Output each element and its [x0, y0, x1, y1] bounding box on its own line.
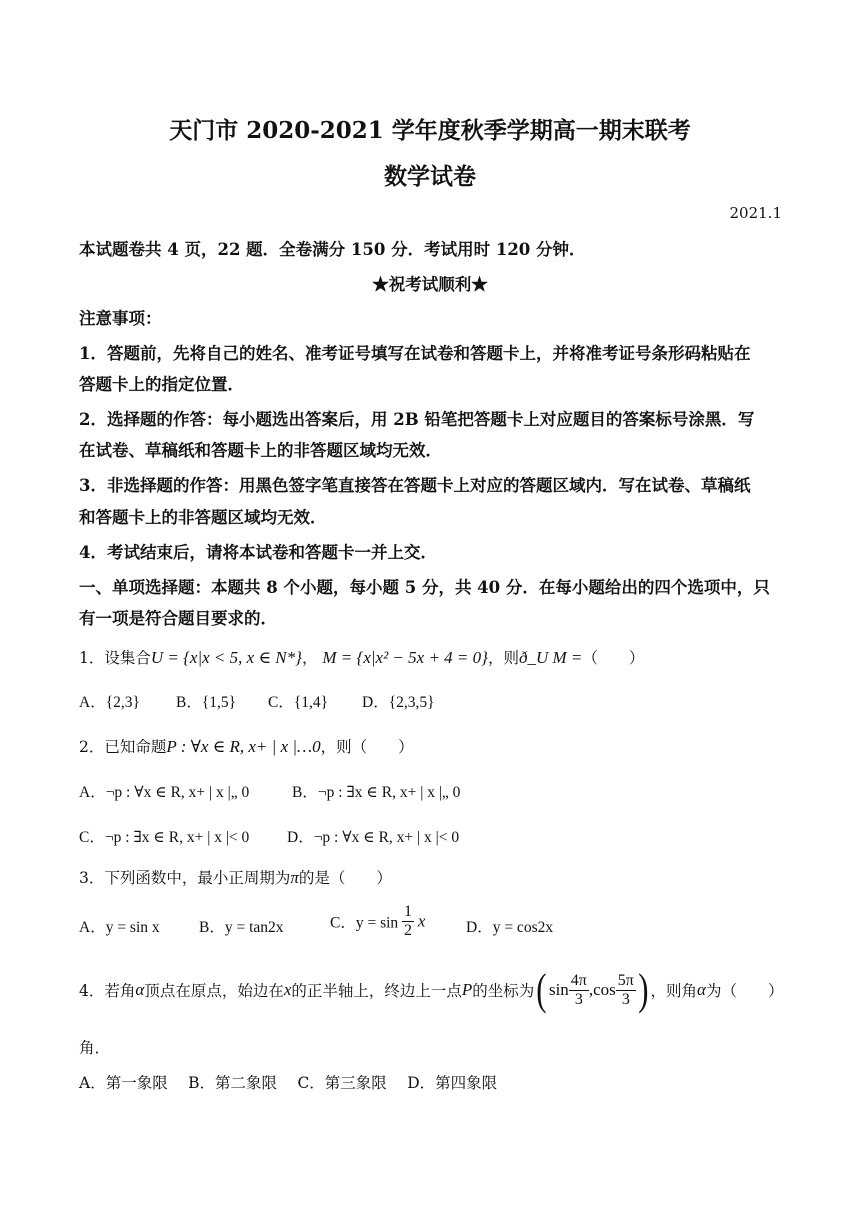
notice-2-line-2: 在试卷、草稿纸和答题卡上的非答题区域均无效．: [79, 441, 442, 460]
blessing: ★祝考试顺利★: [372, 275, 488, 294]
notice-3-line-1: 3．非选择题的作答：用黑色签字笔直接答在答题卡上对应的答题区域内．写在试卷、草稿纸: [79, 476, 751, 495]
exam-subtitle: 数学试卷: [384, 163, 476, 190]
q3-text: 3．下列函数中，最小正周期为: [79, 869, 291, 887]
question-2: [79, 735, 414, 757]
exam-summary: 本试题卷共 4 页，22 题．全卷满分 150 分．考试用时 120 分钟．: [79, 240, 586, 259]
q4-fraction-1: [569, 972, 589, 1009]
q4-fraction-1-den: 3: [574, 990, 583, 1008]
notice-1-line-2: 答题卡上的指定位置．: [79, 375, 244, 394]
q3-option-c-label: C．y = sin: [330, 914, 399, 932]
q4-sin: sin: [548, 980, 569, 999]
q3-option-c-fraction: [402, 903, 414, 940]
q3-option-d: D．y = cos2x: [466, 919, 554, 936]
q1-option-d: D．{2,3,5}: [362, 694, 435, 711]
q2-option-a: A．¬p : ∀x ∈ R, x+ | x |„ 0: [79, 784, 250, 801]
notice-3-line-2: 和答题卡上的非答题区域均无效．: [79, 508, 327, 527]
q2-prefix: 2．已知命题: [79, 738, 167, 756]
q3-option-c: [330, 903, 425, 940]
q4-text-f: 为（ ）: [705, 982, 784, 1000]
q2-option-b: B．¬p : ∃x ∈ R, x+ | x |„ 0: [292, 784, 461, 801]
notice-1-line-1: 1．答题前，先将自己的姓名、准考证号填写在试卷和答题卡上，并将准考证号条形码粘贴在: [79, 344, 751, 363]
q3-option-b: B．y = tan2x: [199, 919, 284, 936]
q4-fraction-2-num: 5π: [617, 971, 634, 989]
q4-alpha: α: [135, 980, 145, 999]
section-1-line-1: 一、单项选择题：本题共 8 个小题，每小题 5 分，共 40 分．在每小题给出的四个选项中，只: [79, 578, 770, 597]
q3-pi: π: [290, 868, 299, 887]
q3-option-c-denominator: 2: [404, 922, 413, 939]
exam-title: 天门市 2020-2021 学年度秋季学期高一期末联考: [169, 117, 691, 144]
q4-text-e: ，则角: [650, 982, 698, 1000]
question-1: [79, 646, 644, 668]
q1-option-a: A．{2,3}: [79, 694, 140, 711]
q1-set-u: U = {x|x < 5, x ∈ N*}: [150, 648, 302, 667]
q1-set-m: M = {x|x² − 5x + 4 = 0}: [322, 648, 488, 667]
q4-fraction-2: [616, 972, 636, 1009]
q4-options: A．第一象限 B．第二象限 C．第三象限 D．第四象限: [79, 1074, 498, 1092]
q3-option-c-numerator: 1: [404, 903, 413, 920]
q4-x: x: [283, 980, 292, 999]
q1-option-c: C．{1,4}: [268, 694, 329, 711]
q4-fraction-2-den: 3: [621, 990, 630, 1008]
question-3: [79, 866, 392, 888]
q1-prefix: 1．设集合: [79, 649, 151, 667]
q4-text-c: 的正半轴上，终边上一点: [291, 982, 462, 1000]
q4-alpha-2: α: [697, 980, 706, 999]
q4-fraction-1-num: 4π: [570, 971, 587, 989]
q1-blank: （ ）: [582, 649, 645, 667]
q1-then: ，则: [487, 649, 519, 667]
q2-option-c: C．¬p : ∃x ∈ R, x+ | x |< 0: [79, 829, 250, 846]
q4-continuation: 角．: [79, 1039, 111, 1057]
question-4: [79, 965, 784, 1016]
q4-text-a: 4．若角: [79, 982, 136, 1000]
notice-heading: 注意事项：: [79, 309, 162, 328]
q3-option-c-var: x: [417, 911, 426, 931]
notice-2-line-1: 2．选择题的作答：每小题选出答案后，用 2B 铅笔把答题卡上对应题目的答案标号涂黑．写: [79, 410, 755, 429]
q4-text-d: 的坐标为: [472, 982, 535, 1000]
q3-tail: 的是（ ）: [298, 869, 392, 887]
exam-date: 2021.1: [729, 204, 782, 222]
q1-option-b: B．{1,5}: [176, 694, 237, 711]
q4-cos: ,cos: [588, 980, 616, 999]
q4-p: P: [461, 980, 473, 999]
q1-sep: ，: [301, 649, 318, 667]
q4-text-b: 顶点在原点，始边在: [144, 982, 284, 1000]
q4-right-paren: ): [638, 965, 649, 1014]
q2-option-d: D．¬p : ∀x ∈ R, x+ | x |< 0: [287, 829, 460, 846]
q2-proposition: P : ∀x ∈ R, x+ | x |…0: [166, 737, 321, 756]
q2-then: ，则（ ）: [320, 738, 414, 756]
notice-4-line-1: 4．考试结束后，请将本试卷和答题卡一并上交．: [79, 543, 437, 562]
section-1-line-2: 有一项是符合题目要求的．: [79, 609, 277, 628]
q3-option-a: A．y = sin x: [79, 919, 160, 936]
q4-left-paren: (: [536, 965, 547, 1014]
q1-ask: ð_U M =: [518, 648, 583, 667]
